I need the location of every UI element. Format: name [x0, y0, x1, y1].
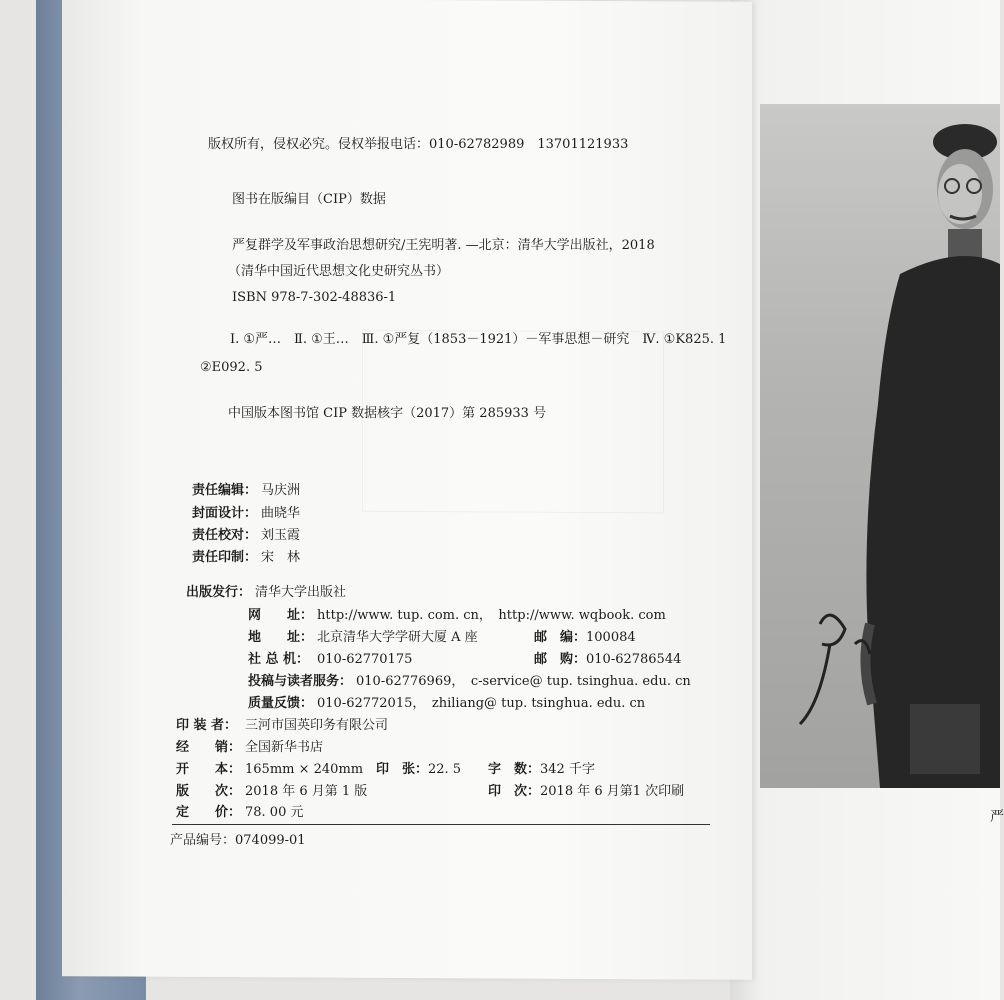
address-label: 地 址：: [248, 630, 314, 645]
staff-value: 宋 林: [261, 550, 301, 565]
word-count-value: 342 千字: [540, 762, 595, 777]
printer-label: 印 装 者：: [176, 718, 238, 733]
product-code: 产品编号：074099-01: [170, 833, 306, 848]
reader-service-value: 010-62776969， c-service@ tup. tsinghua. edu. cn: [356, 674, 691, 689]
photo-caption: 严: [990, 809, 1004, 825]
address-value: 北京清华大学学研大厦 A 座: [317, 630, 478, 645]
show-through-frame: [362, 330, 664, 514]
staff-label: 封面设计：: [192, 506, 258, 521]
staff-value: 马庆洲: [261, 483, 301, 498]
price-label: 定 价：: [176, 805, 242, 820]
portrait-figure: [760, 104, 1000, 788]
cip-classification-2: ②E092. 5: [200, 360, 263, 375]
staff-value: 曲晓华: [261, 506, 301, 521]
postcode-value: 100084: [586, 630, 636, 645]
switchboard-label: 社 总 机：: [248, 652, 310, 667]
staff-label: 责任校对：: [192, 528, 258, 543]
cip-isbn: ISBN 978-7-302-48836-1: [232, 290, 397, 305]
cip-series-line: （清华中国近代思想文化史研究丛书）: [228, 264, 450, 279]
mailorder-value: 010-62786544: [586, 652, 682, 667]
postcode-label: 邮 编：: [534, 630, 587, 645]
format-label: 开 本：: [176, 762, 242, 777]
impression-value: 2018 年 6 月第1 次印刷: [540, 784, 685, 799]
impression-label: 印 次：: [488, 784, 541, 799]
website-label: 网 址：: [248, 608, 314, 623]
sheets-value: 22. 5: [428, 762, 462, 777]
price-value: 78. 00 元: [245, 805, 304, 820]
cip-heading: 图书在版编目（CIP）数据: [232, 192, 386, 207]
cip-verification-number: 中国版本图书馆 CIP 数据核字（2017）第 285933 号: [228, 406, 547, 421]
divider-line: [172, 824, 710, 825]
reader-service-label: 投稿与读者服务：: [248, 674, 353, 689]
printer-value: 三河市国英印务有限公司: [245, 718, 389, 733]
switchboard-value: 010-62770175: [317, 652, 413, 667]
staff-value: 刘玉霞: [261, 528, 301, 543]
copyright-notice: 版权所有，侵权必究。侵权举报电话：010-62782989 13701121933: [208, 137, 629, 152]
cip-bibliographic-line: 严复群学及军事政治思想研究/王宪明著. —北京：清华大学出版社，2018: [232, 238, 655, 253]
quality-feedback-label: 质量反馈：: [248, 696, 314, 711]
website-value: http://www. tup. com. cn， http://www. wqbook. com: [317, 608, 666, 623]
cip-classification-1: Ⅰ. ①严… Ⅱ. ①王… Ⅲ. ①严复（1853－1921）－军事思想－研究 Ⅳ. ①K825. 1: [230, 332, 727, 347]
staff-label: 责任印制：: [192, 550, 258, 565]
distributor-label: 经 销：: [176, 740, 242, 755]
publisher-label: 出版发行：: [186, 585, 252, 600]
portrait-photo: [760, 104, 1000, 788]
quality-feedback-value: 010-62772015， zhiliang@ tup. tsinghua. edu. cn: [317, 696, 646, 711]
mailorder-label: 邮 购：: [534, 652, 587, 667]
sheets-label: 印 张：: [376, 762, 429, 777]
word-count-label: 字 数：: [488, 762, 541, 777]
edition-label: 版 次：: [176, 784, 242, 799]
distributor-value: 全国新华书店: [245, 740, 324, 755]
format-value: 165mm × 240mm: [245, 762, 364, 777]
edition-value: 2018 年 6 月第 1 版: [245, 784, 368, 799]
publisher-name: 清华大学出版社: [255, 585, 347, 600]
staff-label: 责任编辑：: [192, 483, 258, 498]
